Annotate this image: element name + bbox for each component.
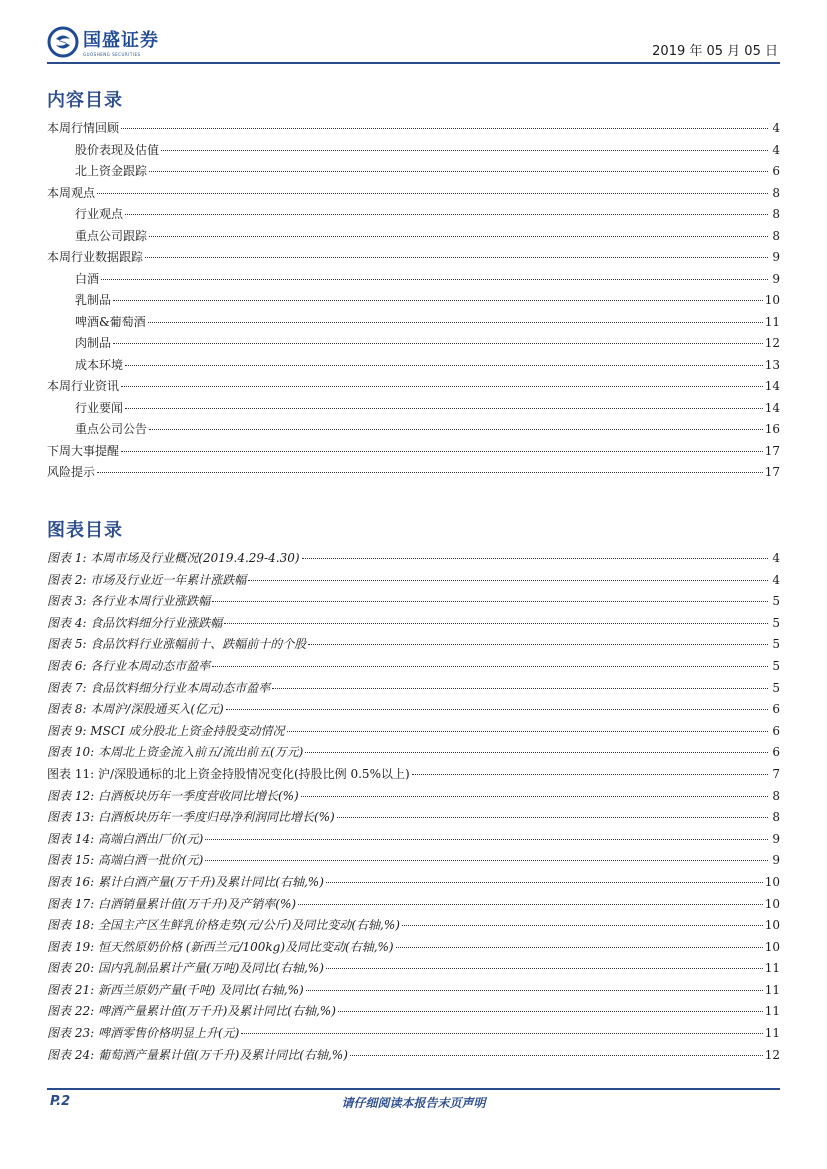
- figure-entry[interactable]: [47, 1002, 780, 1024]
- toc-entry-page: 14: [764, 400, 780, 415]
- toc-entry[interactable]: [47, 141, 780, 163]
- figure-entry-label: 图表 10: 本周北上资金流入前五/流出前五(万元): [47, 745, 304, 760]
- figure-entry[interactable]: [47, 549, 780, 571]
- dot-leader: [145, 257, 768, 258]
- figure-entry[interactable]: [47, 679, 780, 701]
- figure-entry-page: 4: [772, 572, 780, 587]
- toc-entry[interactable]: [47, 463, 780, 485]
- toc-entry[interactable]: [47, 184, 780, 206]
- dot-leader: [101, 279, 768, 280]
- dot-leader: [205, 860, 768, 861]
- figure-entry-page: 5: [772, 594, 780, 609]
- toc-entry-label: 本周观点: [47, 185, 96, 200]
- figure-entry[interactable]: [47, 981, 780, 1003]
- figure-entry-page: 9: [772, 831, 780, 846]
- figure-entry[interactable]: [47, 700, 780, 722]
- figure-entry-label: 图表 22: 啤酒产量累计值(万千升)及累计同比(右轴,%): [47, 1004, 336, 1019]
- figure-entry-label: 图表 17: 白酒销量累计值(万千升)及产销率(%): [47, 896, 297, 911]
- dot-leader: [125, 214, 768, 215]
- dot-leader: [326, 882, 763, 883]
- figure-entry[interactable]: [47, 571, 780, 593]
- report-date: 2019 年 05 月 05 日: [652, 44, 778, 59]
- toc-entry[interactable]: [47, 227, 780, 249]
- dot-leader: [337, 817, 768, 818]
- figure-entry[interactable]: [47, 635, 780, 657]
- figure-entry[interactable]: [47, 895, 780, 917]
- toc-entry-page: 11: [764, 314, 780, 329]
- toc-entry-label: 行业要闻: [75, 400, 124, 415]
- figure-entry-page: 6: [772, 745, 780, 760]
- dot-leader: [338, 1011, 763, 1012]
- figure-entry-page: 10: [764, 939, 780, 954]
- toc-entry[interactable]: [47, 377, 780, 399]
- figure-entry-page: 12: [764, 1047, 780, 1062]
- dot-leader: [305, 752, 768, 753]
- dot-leader: [97, 193, 768, 194]
- dot-leader: [396, 947, 763, 948]
- toc-entry-page: 17: [764, 443, 780, 458]
- dot-leader: [149, 236, 768, 237]
- figure-entry[interactable]: [47, 722, 780, 744]
- figure-entry-label: 图表 9: MSCI 成分股北上资金持股变动情况: [47, 723, 285, 738]
- dot-leader: [287, 731, 768, 732]
- figure-entry-label: 图表 4: 食品饮料细分行业涨跌幅: [47, 615, 223, 630]
- dot-leader: [97, 472, 763, 473]
- dot-leader: [149, 429, 763, 430]
- figure-entry[interactable]: [47, 830, 780, 852]
- figure-entry-page: 10: [764, 918, 780, 933]
- figure-entry-label: 图表 16: 累计白酒产量(万千升)及累计同比(右轴,%): [47, 874, 324, 889]
- toc-entry-page: 8: [772, 228, 780, 243]
- dot-leader: [241, 1033, 762, 1034]
- dot-leader: [272, 688, 768, 689]
- page-footer: [47, 1088, 780, 1120]
- toc-entry-page: 12: [764, 336, 780, 350]
- figure-entry-label: 图表 2: 市场及行业近一年累计涨跌幅: [47, 572, 247, 587]
- figure-entry[interactable]: [47, 1046, 780, 1068]
- toc-entry[interactable]: [47, 399, 780, 421]
- dot-leader: [301, 796, 768, 797]
- figures-title: 图表目录: [47, 520, 123, 541]
- figure-entry-label: 图表 5: 食品饮料行业涨幅前十、跌幅前十的个股: [47, 637, 307, 652]
- figure-entry[interactable]: [47, 1024, 780, 1046]
- toc-entry-label: 肉制品: [75, 336, 112, 350]
- toc-entry-label: 股价表现及估值: [75, 142, 160, 157]
- figure-entry[interactable]: [47, 938, 780, 960]
- figures-list: [47, 549, 780, 1067]
- toc-entry[interactable]: [47, 205, 780, 227]
- figure-entry-page: 10: [764, 896, 780, 911]
- toc-list: [47, 119, 780, 485]
- page-header: [47, 24, 780, 64]
- dot-leader: [350, 1055, 763, 1056]
- figure-entry-page: 5: [772, 658, 780, 673]
- toc-entry-page: 10: [764, 293, 780, 307]
- toc-entry-page: 14: [764, 379, 780, 393]
- dot-leader: [161, 150, 768, 151]
- dot-leader: [125, 365, 763, 366]
- footer-disclaimer: 请仔细阅读本报告末页声明: [341, 1096, 486, 1110]
- figure-entry-page: 11: [764, 1004, 780, 1019]
- toc-entry-label: 白酒: [75, 271, 100, 286]
- toc-entry[interactable]: [47, 442, 780, 464]
- figure-entry[interactable]: [47, 743, 780, 765]
- toc-entry[interactable]: [47, 334, 780, 356]
- figure-entry[interactable]: [47, 614, 780, 636]
- figure-entry-page: 11: [764, 1026, 780, 1041]
- logo-icon: [47, 26, 79, 58]
- toc-entry-page: 4: [772, 142, 780, 157]
- figure-entry[interactable]: [47, 808, 780, 830]
- toc-entry-label: 风险提示: [47, 465, 96, 479]
- figure-entry[interactable]: [47, 959, 780, 981]
- toc-entry[interactable]: [47, 313, 780, 335]
- figure-entry-label: 图表 21: 新西兰原奶产量(千吨) 及同比(右轴,%): [47, 982, 304, 997]
- toc-entry-label: 北上资金跟踪: [75, 164, 148, 178]
- toc-entry-page: 16: [764, 422, 780, 436]
- page-number: P.2: [50, 1094, 71, 1109]
- figure-entry-label: 图表 3: 各行业本周行业涨跌幅: [47, 594, 211, 609]
- dot-leader: [224, 623, 768, 624]
- toc-entry[interactable]: [47, 420, 780, 442]
- dot-leader: [326, 968, 763, 969]
- dot-leader: [308, 644, 768, 645]
- dot-leader: [125, 408, 763, 409]
- toc-entry-label: 本周行业资讯: [47, 379, 120, 393]
- dot-leader: [121, 386, 763, 387]
- toc-entry-label: 下周大事提醒: [47, 443, 120, 458]
- toc-entry[interactable]: [47, 119, 780, 141]
- toc-entry-page: 4: [772, 121, 780, 135]
- figure-entry-label: 图表 15: 高端白酒一批价(元): [47, 853, 204, 868]
- figure-entry[interactable]: [47, 851, 780, 873]
- company-subtitle: GUOSHENG SECURITIES: [83, 52, 141, 57]
- figure-entry-page: 5: [772, 680, 780, 695]
- toc-entry-page: 8: [772, 207, 780, 221]
- figure-entry-page: 6: [772, 702, 780, 717]
- dot-leader: [148, 322, 763, 323]
- figure-entry-label: 图表 14: 高端白酒出厂价(元): [47, 831, 204, 846]
- dot-leader: [121, 128, 768, 129]
- toc-entry-page: 9: [772, 250, 780, 264]
- toc-entry-label: 本周行业数据跟踪: [47, 250, 144, 264]
- toc-entry-label: 成本环境: [75, 357, 124, 372]
- dot-leader: [248, 580, 768, 581]
- figure-entry[interactable]: [47, 787, 780, 809]
- dot-leader: [402, 925, 763, 926]
- figure-entry-page: 7: [772, 766, 780, 781]
- dot-leader: [412, 774, 768, 775]
- figure-entry[interactable]: [47, 765, 780, 787]
- figure-entry-page: 8: [772, 810, 780, 825]
- figure-entry-label: 图表 19: 恒天然原奶价格 (新西兰元/100kg)及同比变动(右轴,%): [47, 939, 394, 954]
- toc-title: 内容目录: [47, 90, 123, 111]
- figure-entry-label: 图表 11: 沪/深股通标的北上资金持股情况变化(持股比例 0.5%以上): [47, 766, 410, 781]
- figure-entry-label: 图表 7: 食品饮料细分行业本周动态市盈率: [47, 680, 271, 695]
- figure-entry-page: 4: [772, 551, 780, 565]
- toc-entry-label: 重点公司跟踪: [75, 228, 148, 243]
- toc-entry-label: 啤酒&葡萄酒: [75, 314, 146, 329]
- figure-entry-page: 5: [772, 637, 780, 652]
- dot-leader: [205, 839, 768, 840]
- dot-leader: [149, 171, 768, 172]
- figure-entry-label: 图表 1: 本周市场及行业概况(2019.4.29-4.30): [47, 551, 300, 565]
- figure-entry-page: 10: [764, 874, 780, 889]
- dot-leader: [306, 990, 763, 991]
- dot-leader: [113, 343, 763, 344]
- figure-entry[interactable]: [47, 873, 780, 895]
- dot-leader: [121, 451, 763, 452]
- dot-leader: [226, 709, 768, 710]
- toc-entry-label: 重点公司公告: [75, 422, 148, 436]
- toc-entry-label: 行业观点: [75, 207, 124, 221]
- figure-entry-label: 图表 6: 各行业本周动态市盈率: [47, 658, 211, 673]
- figure-entry-page: 6: [772, 723, 780, 738]
- dot-leader: [302, 558, 768, 559]
- company-name: 国盛证券: [83, 30, 159, 51]
- dot-leader: [113, 300, 763, 301]
- figure-entry-label: 图表 8: 本周沪/深股通买入(亿元): [47, 702, 224, 717]
- figure-entry-label: 图表 18: 全国主产区生鲜乳价格走势(元/公斤)及同比变动(右轴,%): [47, 918, 400, 933]
- toc-entry[interactable]: [47, 291, 780, 313]
- toc-entry-label: 乳制品: [75, 293, 112, 307]
- dot-leader: [212, 666, 768, 667]
- figure-entry-label: 图表 12: 白酒板块历年一季度营收同比增长(%): [47, 788, 299, 803]
- figure-entry-page: 11: [764, 982, 780, 997]
- toc-entry-page: 17: [764, 465, 780, 479]
- figure-entry-label: 图表 23: 啤酒零售价格明显上升(元): [47, 1026, 240, 1041]
- toc-entry-page: 13: [764, 357, 780, 372]
- figure-entry[interactable]: [47, 657, 780, 679]
- toc-entry[interactable]: [47, 356, 780, 378]
- figure-entry-page: 5: [772, 615, 780, 630]
- toc-entry-page: 6: [772, 164, 780, 178]
- toc-entry-label: 本周行情回顾: [47, 121, 120, 135]
- toc-entry[interactable]: [47, 162, 780, 184]
- figure-entry-label: 图表 20: 国内乳制品累计产量(万吨)及同比(右轴,%): [47, 961, 324, 976]
- toc-entry[interactable]: [47, 270, 780, 292]
- figure-entry-page: 9: [772, 853, 780, 868]
- figure-entry[interactable]: [47, 916, 780, 938]
- toc-entry[interactable]: [47, 248, 780, 270]
- toc-entry-page: 9: [772, 271, 780, 286]
- figure-entry-page: 11: [764, 961, 780, 976]
- figure-entry[interactable]: [47, 592, 780, 614]
- dot-leader: [212, 601, 768, 602]
- toc-entry-page: 8: [772, 185, 780, 200]
- figure-entry-page: 8: [772, 788, 780, 803]
- dot-leader: [298, 904, 763, 905]
- figure-entry-label: 图表 24: 葡萄酒产量累计值(万千升)及累计同比(右轴,%): [47, 1047, 348, 1062]
- figure-entry-label: 图表 13: 白酒板块历年一季度归母净利润同比增长(%): [47, 810, 335, 825]
